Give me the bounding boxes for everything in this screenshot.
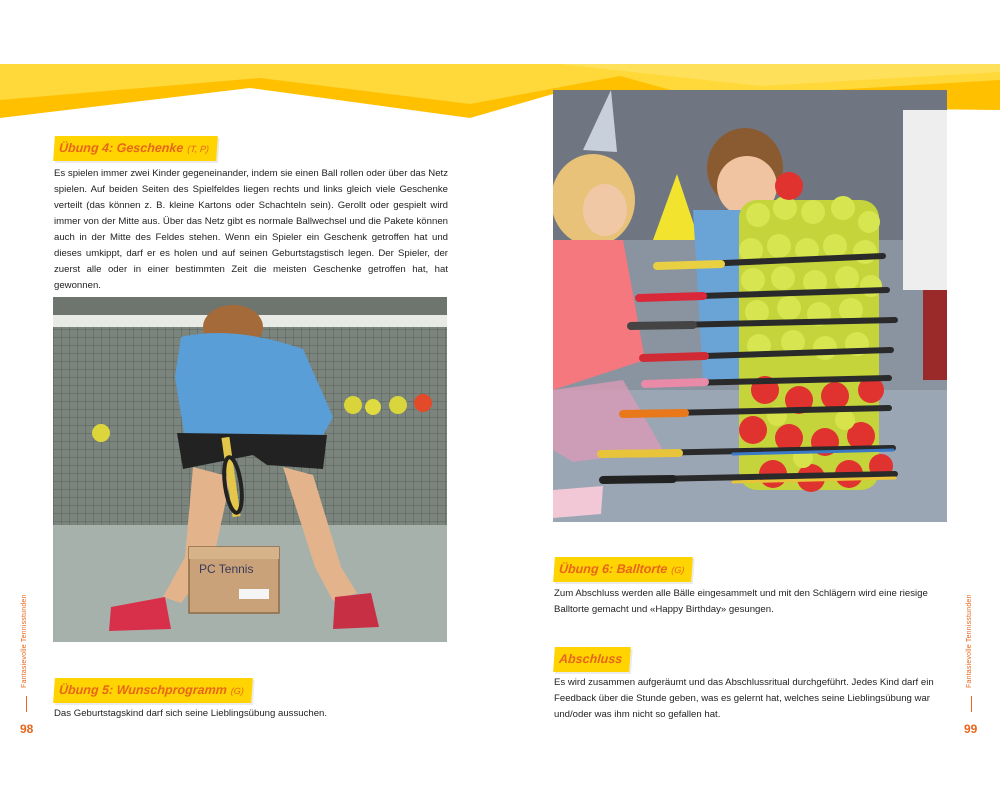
- left-side-label: Fantasievolle Tennisstunden: [21, 594, 28, 688]
- exercise4-title: Übung 4: Geschenke: [58, 141, 184, 155]
- exercise4-code: (T, P): [186, 144, 210, 154]
- exercise5-text: Das Geburtstagskind darf sich seine Lieblingsübung aussuchen.: [54, 708, 328, 719]
- left-page-number: 98: [20, 722, 34, 736]
- right-side-label: Fantasievolle Tennisstunden: [966, 594, 973, 688]
- right-page-number: 99: [964, 722, 978, 736]
- exercise6-heading: [553, 557, 693, 582]
- closing-text: Es wird zusammen aufgeräumt und das Abschlussritual durchgeführt. Jedes Kind darf ein Feedback über die Stunde geben, was es gelernt hat, welches seine Lieblingsübung war und/oder was ihm nicht so gefallen hat.: [554, 677, 934, 720]
- exercise6-title: Übung 6: Balltorte: [558, 562, 668, 576]
- exercise6-text: Zum Abschluss werden alle Bälle eingesammelt und mit den Schlägern wird eine riesige Balltorte gemacht und «Happy Birthday» gesungen.: [554, 588, 928, 615]
- exercise4-text: Es spielen immer zwei Kinder gegeneinander, indem sie einen Ball rollen oder über das Netz spielen. Auf beiden Seiten des Spielfeldes liegen rechts und links gleich viele Geschenke verteilt (das können z. B. kleine Kartons oder Schachteln sein). Gerollt oder gespielt wird immer von der Mitte aus. Über das Netz gibt es normale Ballwechsel und die Pakete können auch in der Mitte des Feldes stehen. Wenn ein Spieler ein Geschenk getroffen hat und dieses umkippt, darf er es holen und auf seinen Geburtstagstisch legen. Der Spieler, der zuerst alle oder in einer bestimmten Zeit die meisten Geschenke getroffen hat, hat gewonnen.: [54, 168, 448, 291]
- exercise5-heading: [53, 678, 253, 703]
- exercise5-code: (G): [230, 686, 245, 696]
- closing-heading: [553, 647, 631, 672]
- exercise4-heading: [53, 136, 218, 161]
- closing-title: Abschluss: [558, 652, 623, 666]
- photo-box-text: PC Tennis: [199, 562, 254, 576]
- exercise6-code: (G): [670, 565, 685, 575]
- photo-child-net: [53, 297, 447, 642]
- left-side-divider: [26, 696, 27, 712]
- photo-ball-cake: [553, 90, 947, 522]
- exercise5-title: Übung 5: Wunschprogramm: [58, 683, 228, 697]
- right-side-divider: [971, 696, 972, 712]
